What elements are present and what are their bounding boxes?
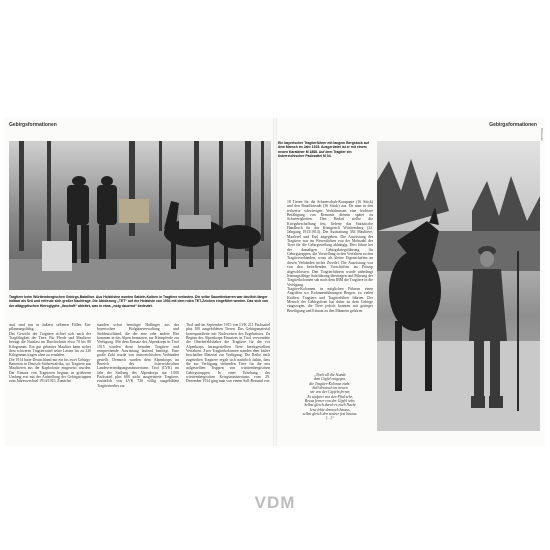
poem-line: „Noch all die Stunde — [314, 373, 346, 377]
right-photo-caption: Ein bayerischer Tragtierführer mit langem Bergstock auf dem Marsch im Jahr 1915. Ausgerüstet ist er mit einem neuen Karabiner M 1888. Auf dem Tragtier ein österreichischer Packsattel M 94. — [278, 141, 369, 158]
left-photo-pack-animals — [9, 141, 271, 290]
right-text-column: 18 Tieren für die Schneeschuh-Kompanie (16 Stück) und den Bataillonstab (16 Stück) aus. Da man in den teilweise schwierigen Verhältnissen eine leichtere Befähigung von Remonte diesem später zu Schwierigkeiten. Den Bedarf stellte die Kriegsbeschaffung fest, lieferte das Statistische Handbuch für das Königreich Württemberg (22. Jahrgang 1913/1914). Die Ausstattung 384 Maultiere, Maulesel und Esel angegeben. Die Ausrüstung der Tragtiere war im Wesentlichen von der Mehrzahl der Tiere für die Gebirgsstellung abhängig. Dies führte bei der damaligen Gebirgskriegsführung für Gebirgstruppen, die Vorstellung in den Verfahren zu den Tragtierverbänden, wozu als kleine Eigenschaften an diesen Verbänden nichts Zweifel. Die Ausrüstung war von den betreffenden Vorschriften im Prinzip abgeschlossen. Den Tragtierführern wurde unbedingt leistungsfähige Satzführung übertragen und Führung der Tragtierkolonnen sah nach dem IBM die Tragtiere in die Verfügung. Tragtier-Kolonnen in möglichen Führern einen Angriffen wo Kolonnenführungen Bergen, zu vielen Kräften, Tragtiere und Tragtierführer führten. Der Mensch der Gebirgsfront hat daher zu dem Gebirge eingezogen, die Tiere jedoch konnten mit geringer Beteiligung und Einsatz zu den Männern gehören. — [287, 200, 373, 313]
left-text-column-2: standen sofort benötigte Haflinger aus der bayerischen Hofgüterverwaltung und Süddeutschland, die der eine oder andere Hirt kommen in das Alpen benutzten, zur Kleinpferde zur Verfügung. Mit dem Einsatz des Alpenkorps in Tirol 1915 wurden diese fremden Tragtiere und entsprechende Ausrüstung laufend benötigt. Eine große Zahl wurde von österreichischen Verbänden gestellt. Dennoch wurden dem Alpenkorps im Bereich des österreichischen Landesverteidigungsministeriums Tirol (LVK) im Jahr der Stellung des Alpenkorps nur 1.000 Packsattel plus 600 nicht ausgerüstete Tragtiere, zusätzlich von LVK 726 völlig ausgebildete Tragtiertreiber zur — [97, 323, 179, 388]
publisher-logo-text: VDM — [254, 493, 296, 512]
poem-line: selbst gleich den stolzer fest hinaus. — [302, 412, 358, 417]
poem-line: Jene lebte dennoch hinaus, — [309, 407, 351, 412]
right-page-header: Gebirgsformationen — [489, 122, 537, 128]
poem-line: dem Gipfel entgegen, — [313, 377, 347, 382]
left-text-column-1: and, sind nur in äußerst seltenen Fällen Ein-pflanzungsfähig. Das Gewicht der Tragtiere richtet sich nach der Tragfähigkeit der Tiere. Für Pferde und Maultiere beträgt die Nutzlast im Durchschnitt etwa 70 bis 80 Kilogramm. Ein gut gebautes Maultier kann sicher dem schweren Tragtiersattel seine Lasten bis zu 120 Kilogramm tragen ohne zu ermüden. Die 1914 hatte Deutschland nur ein bis zwei Gebirgs-Batterien in Deutsch-Südwestafrika, wo Tragtiere aus Maultieren aus der Kapkolonie eingesetzt wurden. Der Einsatz von Tragtieren begann in größerem Umfang erst mit der Aufstellung der Gebirgstruppen zum Jahreswechsel 1914/1915. Zunächst — [9, 323, 91, 384]
poem-line: Selbst gleich durch es euch Nacht — [304, 403, 356, 408]
poem-line: Beaus ferner von der Gipfel sehr, — [304, 399, 356, 404]
book-gutter — [273, 118, 277, 446]
left-page-header: Gebirgsformationen — [9, 122, 57, 128]
left-photo-caption: Tragtiere beim Württembergischen Gebirgs-Bataillon. Aus Holzkisten wurden Satteln-Kolben in Tragtiere verlasten. Die selbe Saumtierkarren war deutlich länger haltbar als Seil und erfreute sich großer Nachfrage. Die Abkürzung „TET“ auf der Holzkiste von 1904 mit dem roten TET-Zeichen eingeführt werden. Das sich von der altägyptischen Hieroglyphe „Ibschoft“ ableitet, was in etwa „ewig dauernd“ bedeutet. — [9, 295, 269, 308]
right-photo-soldier-with-mule — [377, 141, 540, 431]
vertical-photo-credit: Bildquelle — [540, 128, 544, 142]
left-text-column-3: Tirol und im September 1915 von LVK 211 Packsattel plus 100 ausgebildeten Tieren. Das Gebirgsmaterial korrespondierte mit Nachweisen des Ergebnisses. Zu Beginn des Alpenkorps-Einsatzes in Tirol verwendete der Oberbefehlshaber die Tragtiere für die vor Alpenkorps herangestellten Tiere bereitgestellten Verfahren. Zwei Tragtierkolonnen standen dem bisher beschaffen Material zur Verfügung. Die Reihe nach zugeteilten Tragtiere ergab sich natürlich dahin, dass die zur Verfügung stehenden Tiere für die neu aufgestellten Truppen von württembergischen Gebirgstruppen. In einer Erhebung des württembergischen Kriegsministeriums vom 29. Dezember 1914 ging man von einem Soll-Bestand von — [186, 323, 270, 384]
poem-line: Still dennoch im treuen — [312, 386, 348, 391]
poem-line: Es stolpert von den Pfad sehr, — [307, 394, 353, 399]
book-spread — [5, 118, 545, 446]
poem-line: wir von der Gipfeln ferner, — [309, 390, 351, 395]
poem-line: […]“ — [325, 416, 335, 421]
poem-block — [287, 373, 373, 421]
poem-line: die Tragtier-Kolonne zieht: — [309, 381, 351, 386]
